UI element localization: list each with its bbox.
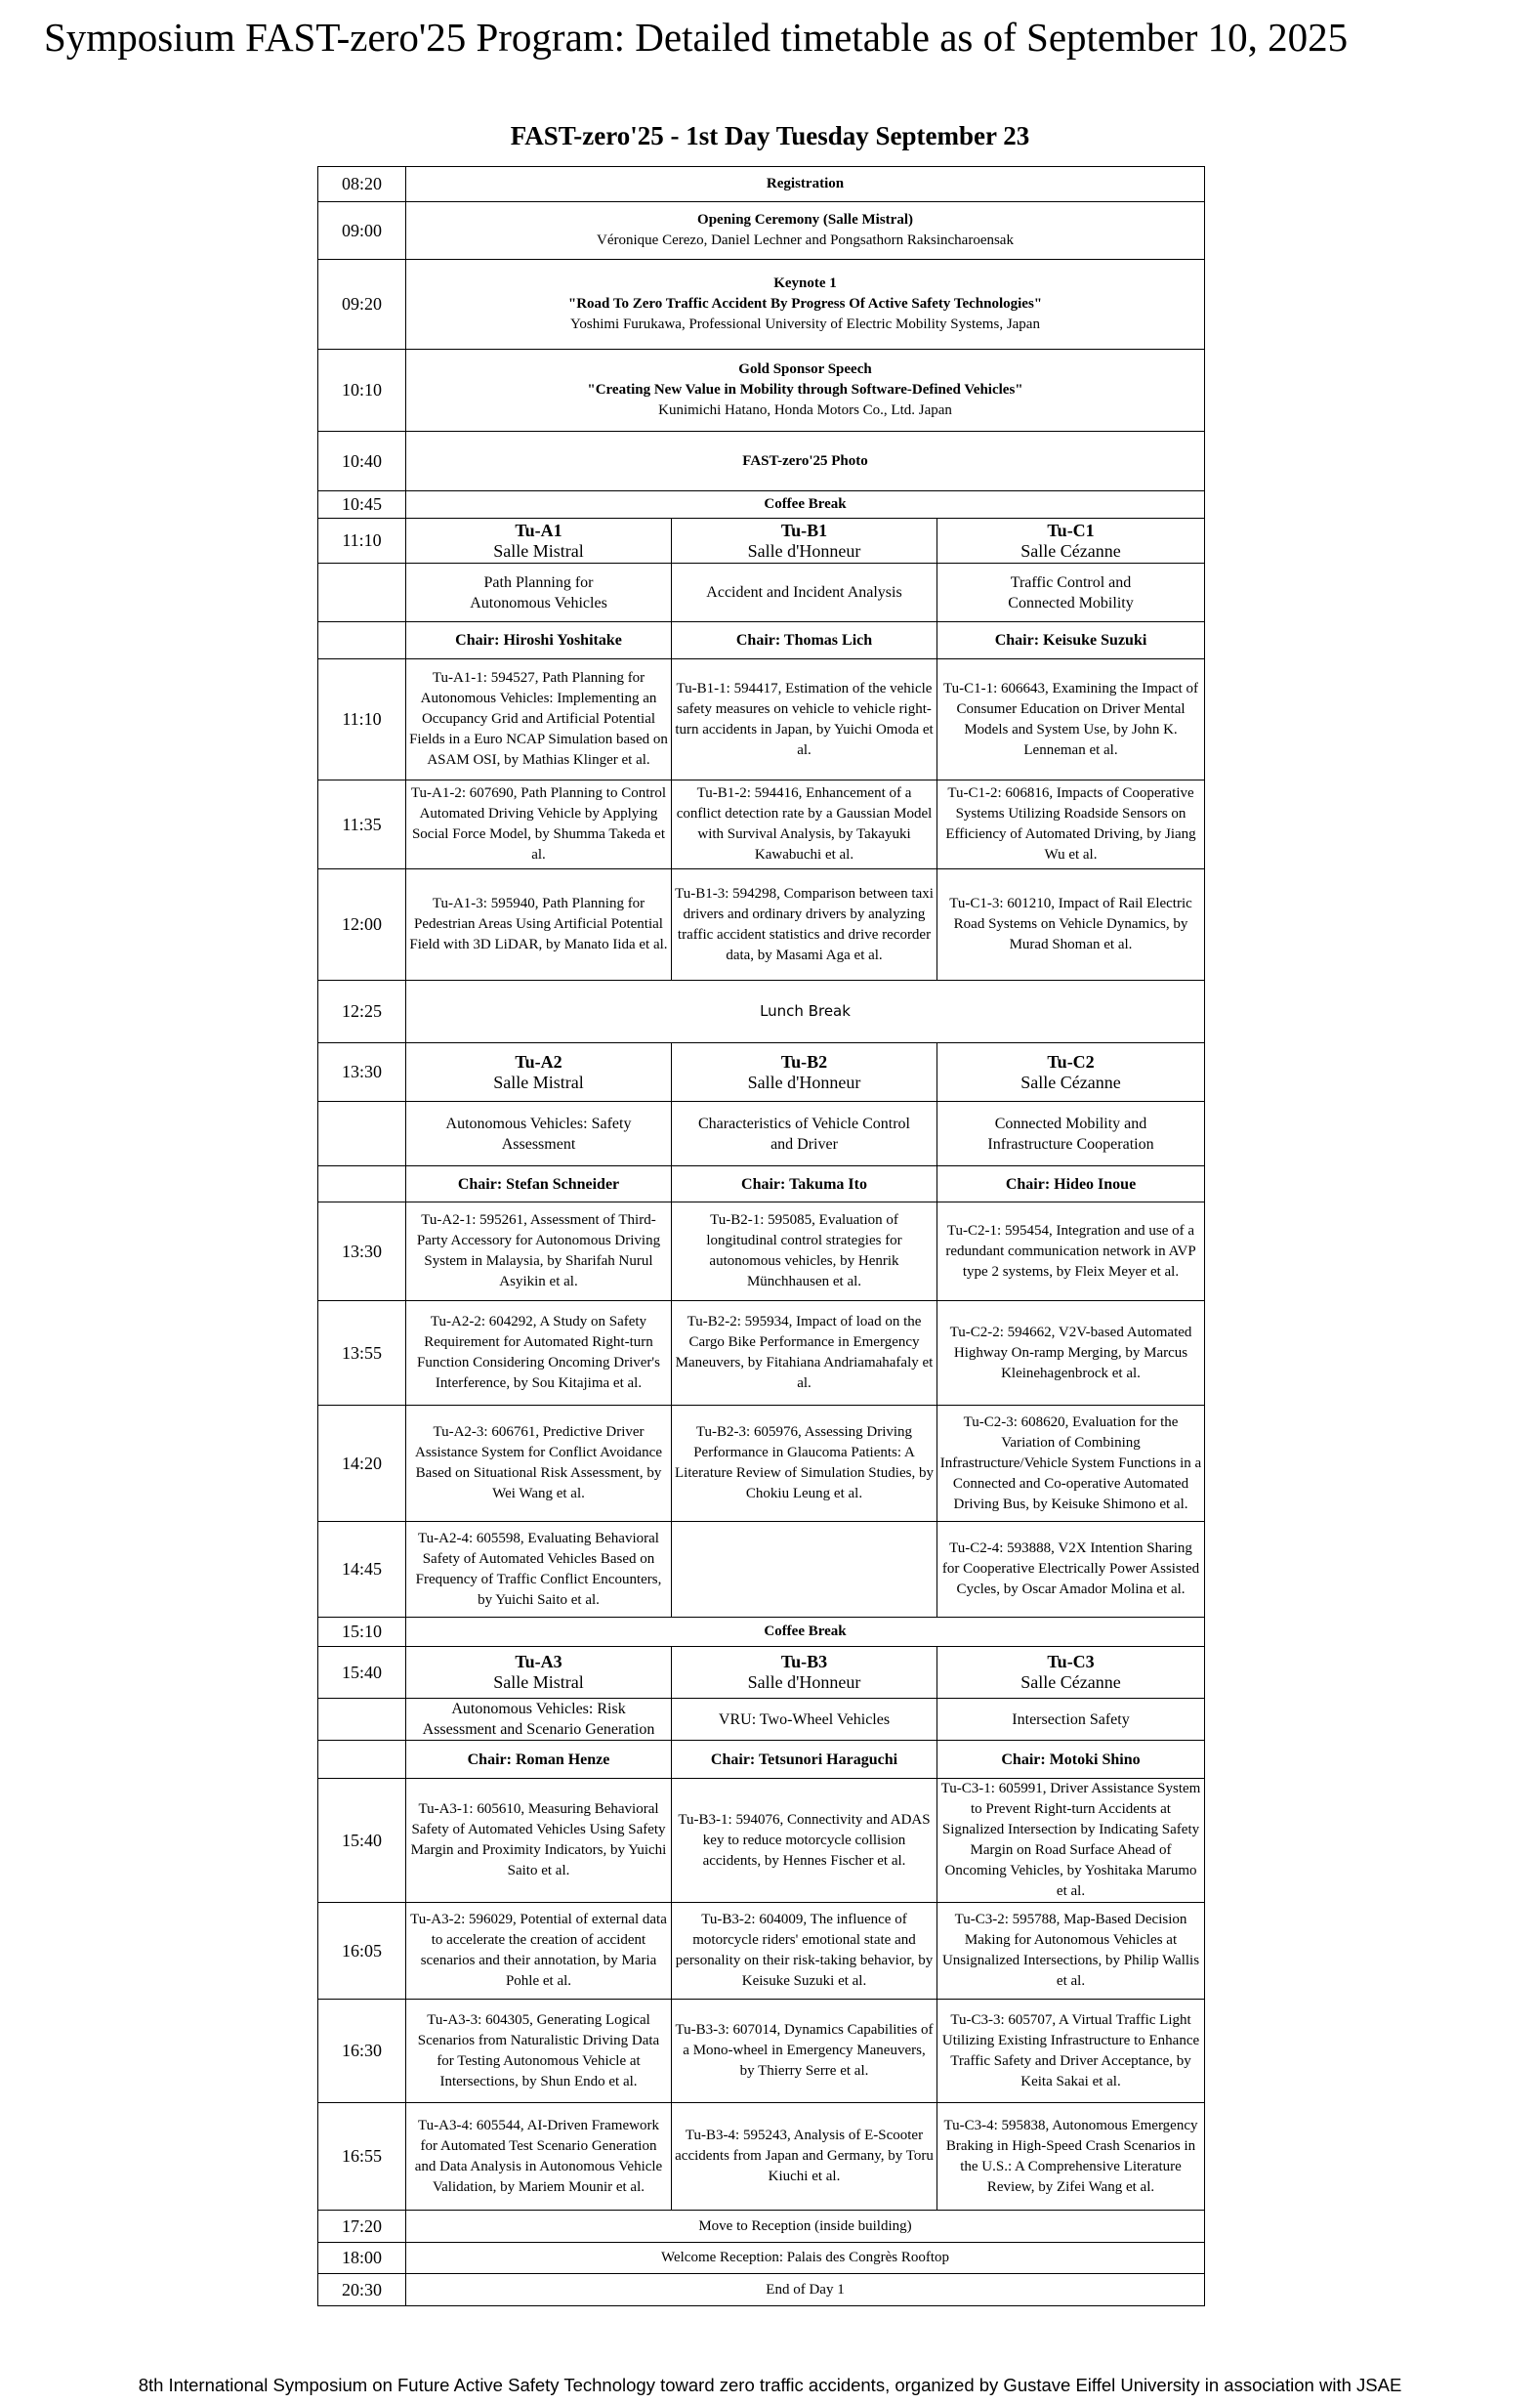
evening-title: Welcome Reception: Palais des Congrès Rooftop bbox=[406, 2243, 1205, 2274]
session-room: Salle d'Honneur bbox=[747, 540, 861, 561]
paper-row bbox=[318, 1903, 1205, 2000]
session-header-row bbox=[318, 1043, 1205, 1102]
keynote-talk: "Road To Zero Traffic Accident By Progress Of Active Safety Technologies" bbox=[567, 296, 1043, 312]
session-chair: Chair: Takuma Ito bbox=[672, 1166, 937, 1202]
time-cell: 16:05 bbox=[318, 1903, 406, 2000]
time-cell: 13:55 bbox=[318, 1301, 406, 1406]
session-header-row bbox=[318, 519, 1205, 564]
keynote-speaker: Yoshimi Furukawa, Professional University of Electric Mobility Systems, Japan bbox=[570, 316, 1040, 332]
paper-cell: Tu-A2-3: 606761, Predictive Driver Assistance System for Conflict Avoidance Based on Situational Risk Assessment, by Wei Wang et al. bbox=[406, 1406, 672, 1522]
session-chair: Chair: Thomas Lich bbox=[672, 622, 937, 659]
paper-row bbox=[318, 1202, 1205, 1301]
evening-title: End of Day 1 bbox=[406, 2274, 1205, 2306]
session-chair-row bbox=[318, 1741, 1205, 1779]
session-topic-row bbox=[318, 564, 1205, 622]
session-room: Salle Cézanne bbox=[1020, 1672, 1121, 1692]
session-chair: Chair: Hiroshi Yoshitake bbox=[406, 622, 672, 659]
time-cell: 17:20 bbox=[318, 2211, 406, 2243]
session-chair-row bbox=[318, 1166, 1205, 1202]
paper-row bbox=[318, 2103, 1205, 2211]
time-cell: 15:40 bbox=[318, 1779, 406, 1903]
paper-row bbox=[318, 780, 1205, 869]
paper-cell: Tu-C3-1: 605991, Driver Assistance System to Prevent Right-turn Accidents at Signalized Intersection by Indicating Safety Margin on Road Surface Ahead of Oncoming Vehicles, by Yoshitaka Marumo et al. bbox=[937, 1779, 1205, 1903]
session-chair: Chair: Motoki Shino bbox=[937, 1741, 1205, 1779]
session-header bbox=[937, 519, 1205, 564]
keynote-row bbox=[318, 260, 1205, 350]
empty-time-cell bbox=[318, 1699, 406, 1741]
keynote-title: Keynote 1 bbox=[773, 275, 837, 291]
session-header bbox=[937, 1647, 1205, 1699]
time-cell: 14:20 bbox=[318, 1406, 406, 1522]
session-topic: Path Planning for Autonomous Vehicles bbox=[406, 564, 672, 622]
empty-time-cell bbox=[318, 622, 406, 659]
empty-time-cell bbox=[318, 1102, 406, 1166]
session-code: Tu-A1 bbox=[515, 520, 562, 540]
paper-row bbox=[318, 2000, 1205, 2103]
time-cell: 10:40 bbox=[318, 432, 406, 491]
paper-cell: Tu-C1-1: 606643, Examining the Impact of Consumer Education on Driver Mental Models and System Use, by John K. Lenneman et al. bbox=[937, 659, 1205, 780]
paper-cell: Tu-A1-1: 594527, Path Planning for Autonomous Vehicles: Implementing an Occupancy Grid and Artificial Potential Fields in a Euro NCAP Simulation based on ASAM OSI, by Mathias Klinger et al. bbox=[406, 659, 672, 780]
paper-cell: Tu-A3-4: 605544, AI-Driven Framework for Automated Test Scenario Generation and Data Analysis in Autonomous Vehicle Validation, by Mariem Mounir et al. bbox=[406, 2103, 672, 2211]
opening-row bbox=[318, 202, 1205, 260]
coffee-break-row bbox=[318, 1618, 1205, 1647]
session-header bbox=[672, 519, 937, 564]
paper-cell: Tu-B1-2: 594416, Enhancement of a conflict detection rate by a Gaussian Model with Survival Analysis, by Takayuki Kawabuchi et al. bbox=[672, 780, 937, 869]
empty-time-cell bbox=[318, 564, 406, 622]
paper-cell: Tu-B2-3: 605976, Assessing Driving Performance in Glaucoma Patients: A Literature Review of Simulation Studies, by Chokiu Leung et al. bbox=[672, 1406, 937, 1522]
time-cell: 20:30 bbox=[318, 2274, 406, 2306]
session-chair: Chair: Keisuke Suzuki bbox=[937, 622, 1205, 659]
time-cell: 16:55 bbox=[318, 2103, 406, 2211]
paper-cell: Tu-A2-2: 604292, A Study on Safety Requirement for Automated Right-turn Function Considering Oncoming Driver's Interference, by Sou Kitajima et al. bbox=[406, 1301, 672, 1406]
paper-cell: Tu-A3-2: 596029, Potential of external data to accelerate the creation of accident scenarios and their annotation, by Maria Pohle et al. bbox=[406, 1903, 672, 2000]
session-room: Salle d'Honneur bbox=[747, 1072, 861, 1092]
session-header bbox=[406, 1647, 672, 1699]
session-topic: Traffic Control and Connected Mobility bbox=[937, 564, 1205, 622]
session-topic: Connected Mobility and Infrastructure Cooperation bbox=[937, 1102, 1205, 1166]
session-room: Salle Cézanne bbox=[1020, 1072, 1121, 1092]
lunch-row bbox=[318, 981, 1205, 1043]
session-code: Tu-A3 bbox=[515, 1652, 562, 1671]
keynote-cell bbox=[406, 260, 1205, 350]
empty-time-cell bbox=[318, 1741, 406, 1779]
registration-title: Registration bbox=[406, 167, 1205, 202]
sponsor-row bbox=[318, 350, 1205, 432]
opening-title: Opening Ceremony (Salle Mistral) bbox=[697, 212, 913, 228]
time-cell: 10:10 bbox=[318, 350, 406, 432]
time-cell: 13:30 bbox=[318, 1043, 406, 1102]
time-cell: 11:10 bbox=[318, 519, 406, 564]
paper-cell: Tu-C2-2: 594662, V2V-based Automated Highway On-ramp Merging, by Marcus Kleinehagenbrock et al. bbox=[937, 1301, 1205, 1406]
paper-row bbox=[318, 869, 1205, 981]
paper-cell: Tu-C2-3: 608620, Evaluation for the Variation of Combining Infrastructure/Vehicle System Functions in a Connected and Co-operative Automated Driving Bus, by Keisuke Shimono et al. bbox=[937, 1406, 1205, 1522]
session-chair-row bbox=[318, 622, 1205, 659]
session-chair: Chair: Hideo Inoue bbox=[937, 1166, 1205, 1202]
session-code: Tu-C1 bbox=[1047, 520, 1095, 540]
time-cell: 08:20 bbox=[318, 167, 406, 202]
footer-text: 8th International Symposium on Future Active Safety Technology toward zero traffic accidents, organized by Gustave Eiffel University in association with JSAE bbox=[138, 2375, 1402, 2395]
paper-cell: Tu-B3-3: 607014, Dynamics Capabilities of a Mono-wheel in Emergency Maneuvers, by Thierry Serre et al. bbox=[672, 2000, 937, 2103]
opening-people: Véronique Cerezo, Daniel Lechner and Pongsathorn Raksincharoensak bbox=[597, 232, 1014, 248]
time-cell: 12:25 bbox=[318, 981, 406, 1043]
session-topic: Characteristics of Vehicle Control and Driver bbox=[672, 1102, 937, 1166]
session-code: Tu-B2 bbox=[780, 1051, 828, 1072]
evening-title: Move to Reception (inside building) bbox=[406, 2211, 1205, 2243]
time-cell: 11:10 bbox=[318, 659, 406, 780]
sponsor-speaker: Kunimichi Hatano, Honda Motors Co., Ltd. Japan bbox=[658, 402, 952, 418]
evening-row bbox=[318, 2211, 1205, 2243]
session-code: Tu-A2 bbox=[515, 1051, 562, 1072]
time-cell: 15:10 bbox=[318, 1618, 406, 1647]
coffee-break-row bbox=[318, 491, 1205, 519]
session-room: Salle Mistral bbox=[493, 540, 584, 561]
paper-cell: Tu-C3-3: 605707, A Virtual Traffic Light Utilizing Existing Infrastructure to Enhance Traffic Safety and Driver Acceptance, by Keita Sakai et al. bbox=[937, 2000, 1205, 2103]
opening-cell bbox=[406, 202, 1205, 260]
session-topic: VRU: Two-Wheel Vehicles bbox=[672, 1699, 937, 1741]
time-cell: 13:30 bbox=[318, 1202, 406, 1301]
paper-cell: Tu-A2-1: 595261, Assessment of Third-Party Accessory for Autonomous Driving System in Malaysia, by Sharifah Nurul Asyikin et al. bbox=[406, 1202, 672, 1301]
time-cell: 15:40 bbox=[318, 1647, 406, 1699]
session-header bbox=[406, 1043, 672, 1102]
session-chair: Chair: Roman Henze bbox=[406, 1741, 672, 1779]
session-code: Tu-C3 bbox=[1047, 1652, 1095, 1671]
session-code: Tu-C2 bbox=[1047, 1051, 1095, 1072]
session-room: Salle Mistral bbox=[493, 1672, 584, 1692]
paper-cell: Tu-C2-4: 593888, V2X Intention Sharing for Cooperative Electrically Power Assisted Cycles, by Oscar Amador Molina et al. bbox=[937, 1522, 1205, 1618]
sponsor-title: Gold Sponsor Speech bbox=[738, 361, 872, 377]
paper-cell: Tu-C3-4: 595838, Autonomous Emergency Braking in High-Speed Crash Scenarios in the U.S.: A Comprehensive Literature Review, by Zifei Wang et al. bbox=[937, 2103, 1205, 2211]
session-header-row bbox=[318, 1647, 1205, 1699]
paper-row bbox=[318, 1779, 1205, 1903]
time-cell: 11:35 bbox=[318, 780, 406, 869]
time-cell: 10:45 bbox=[318, 491, 406, 519]
sponsor-cell bbox=[406, 350, 1205, 432]
paper-cell: Tu-A3-1: 605610, Measuring Behavioral Safety of Automated Vehicles Using Safety Margin and Proximity Indicators, by Yuichi Saito et al. bbox=[406, 1779, 672, 1903]
session-header bbox=[406, 519, 672, 564]
paper-cell: Tu-C2-1: 595454, Integration and use of a redundant communication network in AVP type 2 systems, by Fleix Meyer et al. bbox=[937, 1202, 1205, 1301]
paper-cell: Tu-C1-2: 606816, Impacts of Cooperative Systems Utilizing Roadside Sensors on Efficiency of Automated Driving, by Jiang Wu et al. bbox=[937, 780, 1205, 869]
paper-cell: Tu-A1-2: 607690, Path Planning to Control Automated Driving Vehicle by Applying Social Force Model, by Shumma Takeda et al. bbox=[406, 780, 672, 869]
time-cell: 18:00 bbox=[318, 2243, 406, 2274]
empty-time-cell bbox=[318, 1166, 406, 1202]
time-cell: 14:45 bbox=[318, 1522, 406, 1618]
photo-title: FAST-zero'25 Photo bbox=[406, 432, 1205, 491]
time-cell: 16:30 bbox=[318, 2000, 406, 2103]
paper-cell: Tu-C1-3: 601210, Impact of Rail Electric Road Systems on Vehicle Dynamics, by Murad Shoman et al. bbox=[937, 869, 1205, 981]
paper-cell: Tu-A2-4: 605598, Evaluating Behavioral Safety of Automated Vehicles Based on Frequency of Traffic Conflict Encounters, by Yuichi Saito et al. bbox=[406, 1522, 672, 1618]
session-room: Salle Cézanne bbox=[1020, 540, 1121, 561]
photo-row bbox=[318, 432, 1205, 491]
paper-row bbox=[318, 659, 1205, 780]
evening-row bbox=[318, 2274, 1205, 2306]
time-cell: 12:00 bbox=[318, 869, 406, 981]
time-cell: 09:00 bbox=[318, 202, 406, 260]
paper-cell bbox=[672, 1522, 937, 1618]
session-topic-row bbox=[318, 1102, 1205, 1166]
session-topic: Autonomous Vehicles: Risk Assessment and Scenario Generation bbox=[406, 1699, 672, 1741]
coffee-break-title: Coffee Break bbox=[406, 1618, 1205, 1647]
paper-cell: Tu-A1-3: 595940, Path Planning for Pedestrian Areas Using Artificial Potential Field with 3D LiDAR, by Manato Iida et al. bbox=[406, 869, 672, 981]
paper-row bbox=[318, 1301, 1205, 1406]
paper-cell: Tu-C3-2: 595788, Map-Based Decision Making for Autonomous Vehicles at Unsignalized Intersections, by Philip Wallis et al. bbox=[937, 1903, 1205, 2000]
paper-cell: Tu-B2-1: 595085, Evaluation of longitudinal control strategies for autonomous vehicles, by Henrik Münchhausen et al. bbox=[672, 1202, 937, 1301]
coffee-break-title: Coffee Break bbox=[406, 491, 1205, 519]
session-code: Tu-B3 bbox=[780, 1652, 828, 1671]
paper-cell: Tu-B1-1: 594417, Estimation of the vehicle safety measures on vehicle to vehicle right-turn accidents in Japan, by Yuichi Omoda et al. bbox=[672, 659, 937, 780]
evening-row bbox=[318, 2243, 1205, 2274]
sponsor-talk: "Creating New Value in Mobility through Software-Defined Vehicles" bbox=[587, 382, 1023, 398]
paper-cell: Tu-B1-3: 594298, Comparison between taxi drivers and ordinary drivers by analyzing traffic accident statistics and drive recorder data, by Masami Aga et al. bbox=[672, 869, 937, 981]
lunch-title: Lunch Break bbox=[406, 981, 1205, 1043]
registration-row bbox=[318, 167, 1205, 202]
session-header bbox=[937, 1043, 1205, 1102]
session-header bbox=[672, 1043, 937, 1102]
session-topic-row bbox=[318, 1699, 1205, 1741]
session-chair: Chair: Tetsunori Haraguchi bbox=[672, 1741, 937, 1779]
session-topic: Autonomous Vehicles: Safety Assessment bbox=[406, 1102, 672, 1166]
paper-cell: Tu-B3-2: 604009, The influence of motorcycle riders' emotional state and personality on their risk-taking behavior, by Keisuke Suzuki et al. bbox=[672, 1903, 937, 2000]
session-topic: Intersection Safety bbox=[937, 1699, 1205, 1741]
document-title: Symposium FAST-zero'25 Program: Detailed timetable as of September 10, 2025 bbox=[44, 15, 1349, 60]
paper-cell: Tu-B2-2: 595934, Impact of load on the Cargo Bike Performance in Emergency Maneuvers, by Fitahiana Andriamahafaly et al. bbox=[672, 1301, 937, 1406]
session-room: Salle Mistral bbox=[493, 1072, 584, 1092]
time-cell: 09:20 bbox=[318, 260, 406, 350]
day-title: FAST-zero'25 - 1st Day Tuesday September 23 bbox=[510, 121, 1030, 150]
session-topic: Accident and Incident Analysis bbox=[672, 564, 937, 622]
paper-cell: Tu-B3-4: 595243, Analysis of E-Scooter accidents from Japan and Germany, by Toru Kiuchi et al. bbox=[672, 2103, 937, 2211]
paper-cell: Tu-A3-3: 604305, Generating Logical Scenarios from Naturalistic Driving Data for Testing Autonomous Vehicle at Intersections, by Shun Endo et al. bbox=[406, 2000, 672, 2103]
session-code: Tu-B1 bbox=[780, 520, 828, 540]
paper-cell: Tu-B3-1: 594076, Connectivity and ADAS key to reduce motorcycle collision accidents, by Hennes Fischer et al. bbox=[672, 1779, 937, 1903]
session-header bbox=[672, 1647, 937, 1699]
paper-row bbox=[318, 1522, 1205, 1618]
session-room: Salle d'Honneur bbox=[747, 1672, 861, 1692]
timetable bbox=[317, 166, 1205, 2306]
session-chair: Chair: Stefan Schneider bbox=[406, 1166, 672, 1202]
paper-row bbox=[318, 1406, 1205, 1522]
